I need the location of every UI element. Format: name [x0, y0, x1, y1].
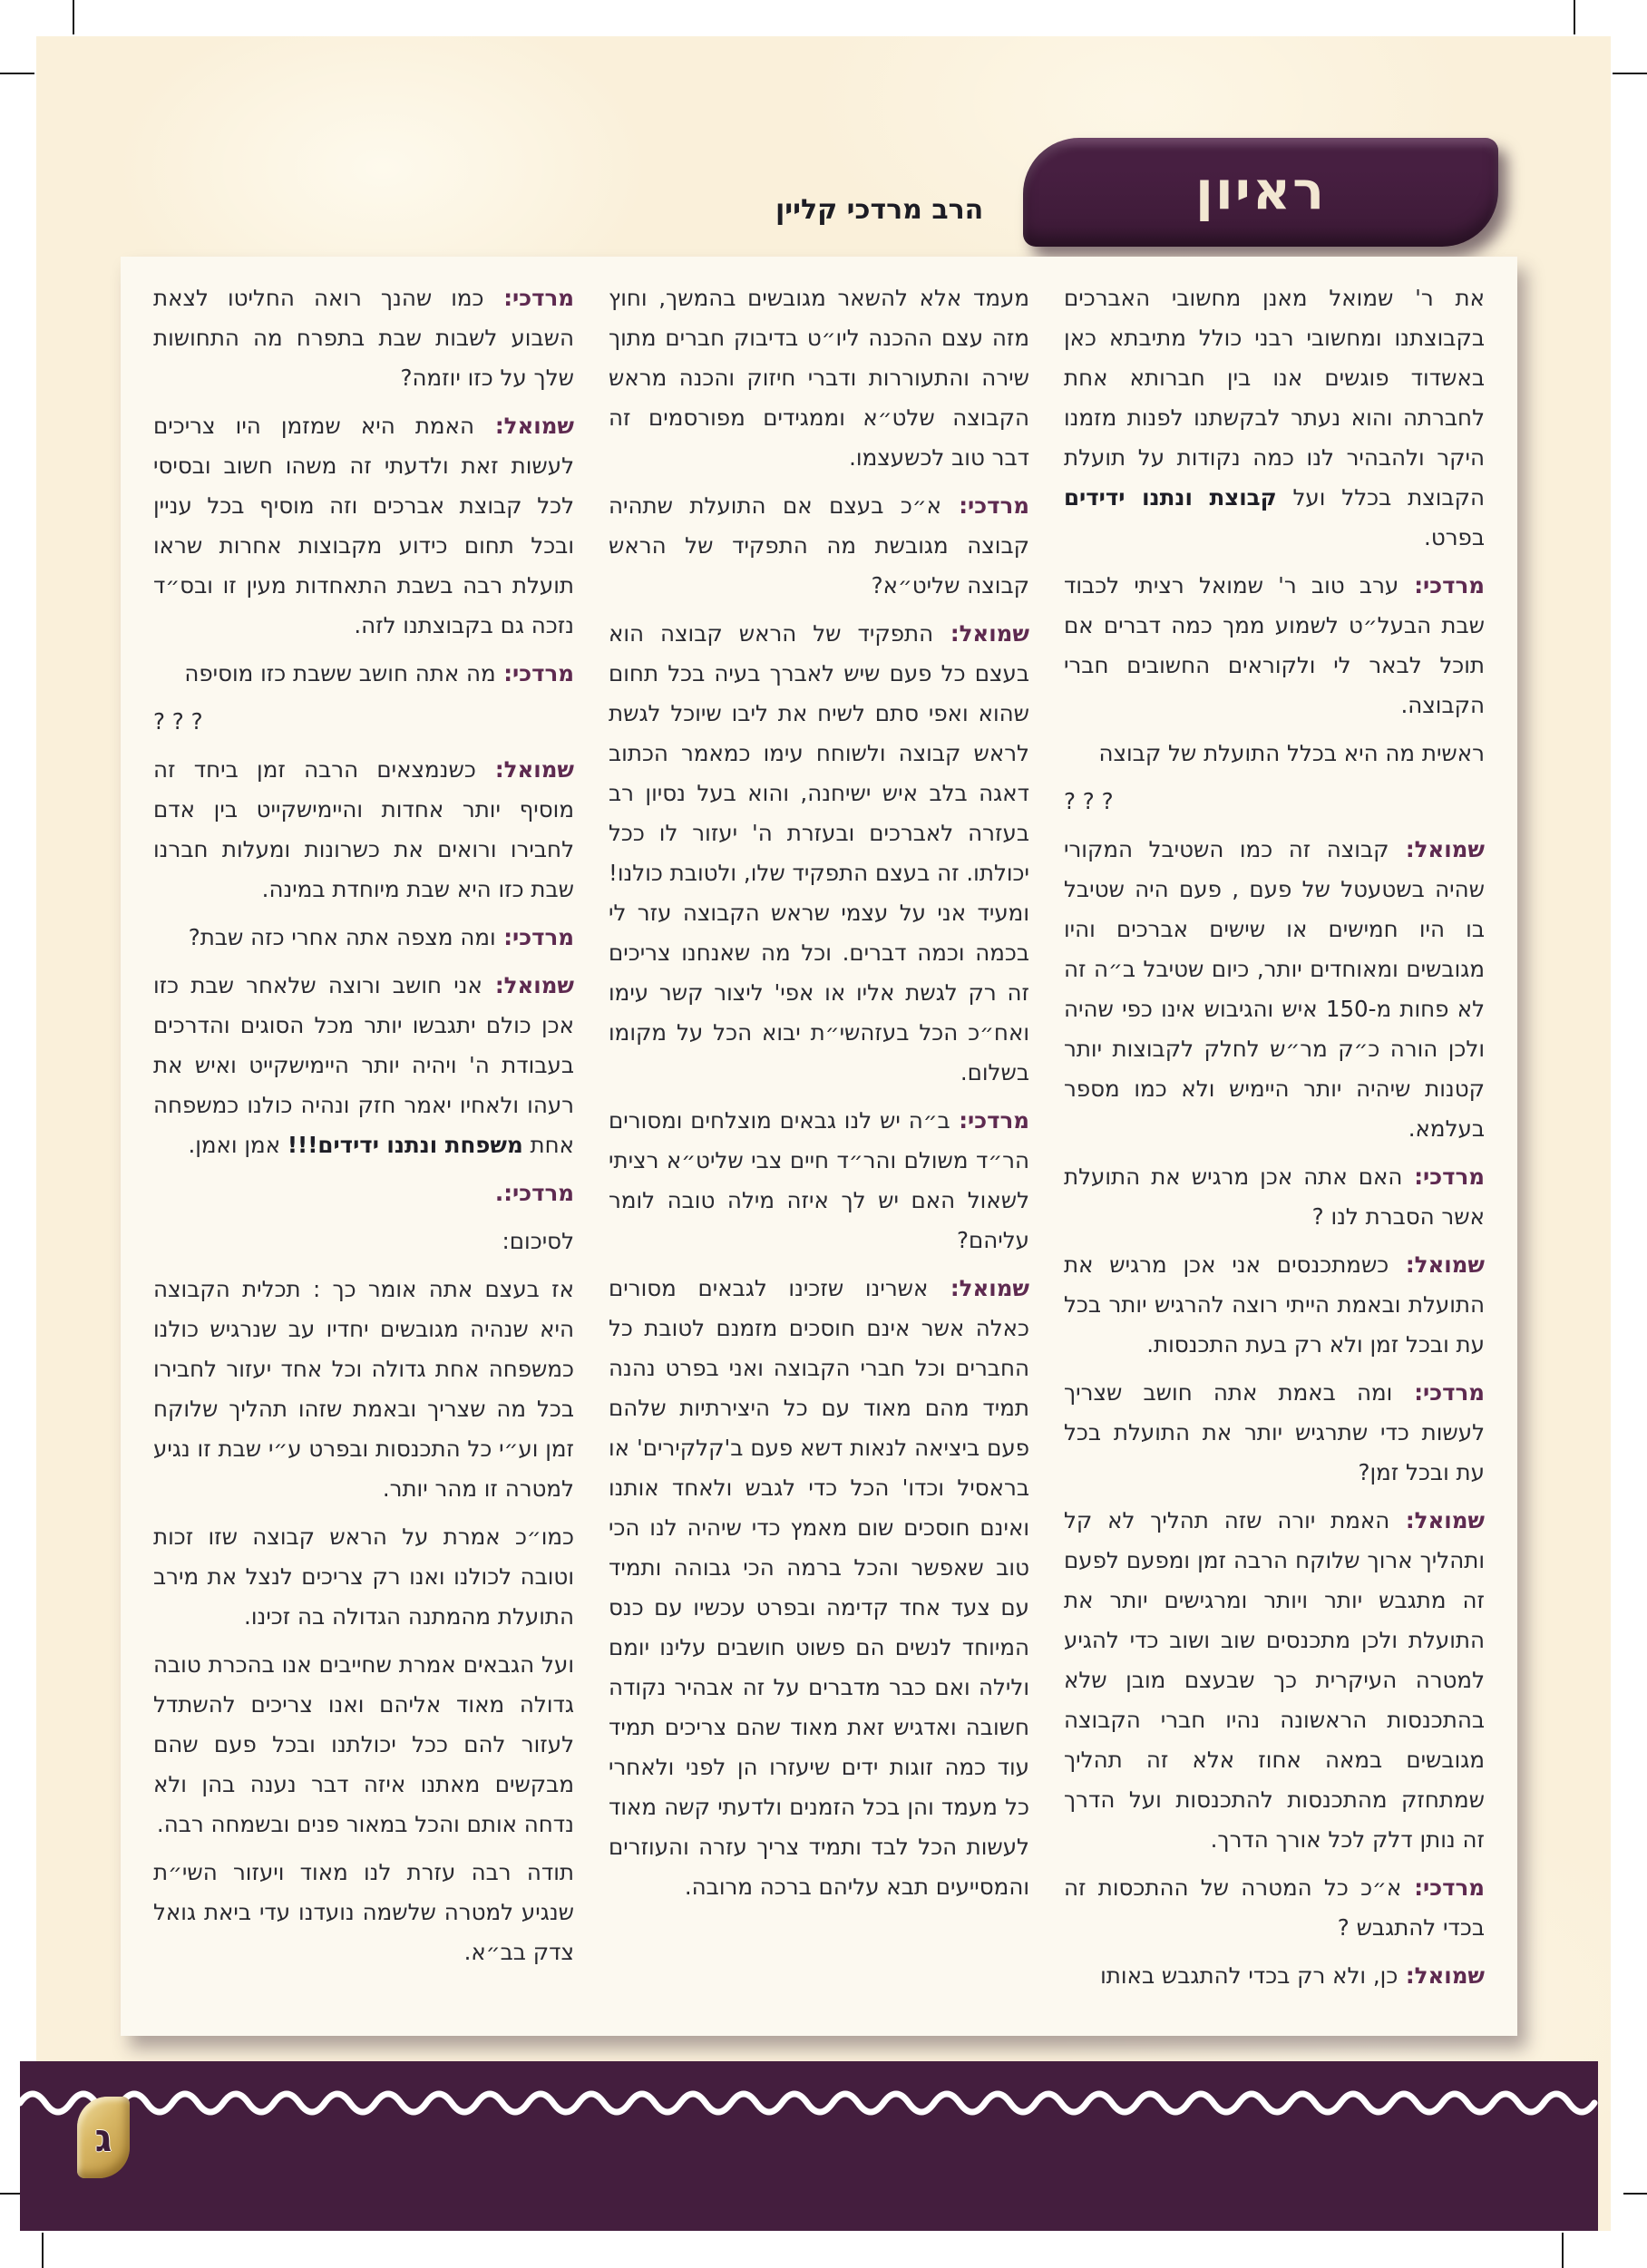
trim-mark-top-right-h [1613, 73, 1647, 74]
speaker-label: מרדכי: [1398, 572, 1485, 599]
body-text: התפקיד של הראש קבוצה הוא בעצם כל פעם שיש לאברך בעיה בכל תחום שהוא ואפי סתם לשיח את ליבו שיוכל לגשת לראש קבוצה ולשוחח עימו כמאמר הכתוב דאגה בלב איש ישיחנה, והוא בעל נסיון רב בעזרה לאברכים ובעזרת ה' יעזור לו ככל יכולתו. זה בעצם התפקיד שלו, ולטובת כולנו! ומעיד אני על עצמי שראש הקבוצה עזר לי בכמה וכמה דברים. וכל מה שאנחנו צריכים זה רק לגשת אליו או אפי' ליצור קשר עימו ואח״כ הכל בעזהשי״ת יבוא הכל על מקומו בשלום. [609, 620, 1029, 1085]
body-text: כן, ולא רק בכדי להתגבש באותו [1100, 1962, 1398, 1989]
body-text: ? ? ? [153, 708, 203, 735]
paragraph [153, 1517, 574, 1637]
body-text: מה אתה חושב ששבת כזו מוסיפה [184, 660, 496, 686]
body-text: ומה באמת אתה חושב שצריך לעשות כדי שתרגיש יותר את התועלת בכל עת ובכל זמן? [1064, 1379, 1485, 1485]
body-text: האם אתה אכן מרגיש את התועלת אשר הסברת לנו ? [1064, 1163, 1485, 1230]
speaker-label: מרדכי: [495, 660, 574, 686]
body-text: א״כ בעצם אם התועלת שתהיה קבוצה מגובשת מה התפקיד של הראש קבוצה שליט״א? [609, 492, 1029, 599]
paragraph [1064, 1501, 1485, 1860]
body-text: אמן ואמן. [188, 1132, 287, 1158]
trim-mark-bottom-right-v [1562, 2233, 1564, 2268]
emphasized-text: משפחת ונתנו ידידים!!! [287, 1132, 523, 1158]
speaker-label: מרדכי: [941, 492, 1029, 519]
body-text: כשמתכנסים אני אכן מרגיש את התועלת ובאמת הייתי רוצה להרגיש יותר בכל עת ובכל זמן ולא רק בעת התכנסות. [1064, 1251, 1485, 1358]
body-text: קבוצה זה כמו השטיבל המקורי שהיה בשטעטל של פעם , פעם היה שטיבל בו היו חמישים או שישים אברכים והיו מגובשים ומאוחדים יותר, כיום שטיבל ב״ה זה לא פחות מ-150 איש והגיבוש אינו כפי שהיה ולכן הורה כ״ק מר״ש לחלק לקבוצות יותר קטנות שיהיה יותר היימיש ולא כמו מספר בעלמא. [1064, 836, 1485, 1142]
paragraph [153, 278, 574, 398]
body-text: אני חושב ורוצה שלאחר שבת כזו אכן כולם יתגבשו יותר מכל הסוגים והדרכים בעבודת ה' ויהיה יותר היימישקייט ואיש את רעהו ולאחיו יאמר חזק ונהיה כולנו כמשפחה אחת [153, 972, 574, 1158]
text-column-left [153, 278, 574, 2004]
paragraph [153, 1222, 574, 1261]
paragraph [609, 1269, 1029, 1907]
paragraph [153, 654, 574, 694]
body-text: ראשית מה היא בכלל התועלת של קבוצה [1098, 740, 1485, 766]
speaker-label: מרדכי: [483, 285, 574, 311]
paragraph [1064, 782, 1485, 822]
trim-mark-top-right-v [1574, 0, 1575, 34]
paragraph [153, 1645, 574, 1845]
trim-mark-bottom-right-h [1623, 2193, 1647, 2195]
section-title: ראיון [1194, 160, 1327, 221]
paragraph [153, 1270, 574, 1509]
article-panel [121, 257, 1517, 2036]
body-text: אשרינו שזכינו לגבאים מסורים כאלה אשר אינם חוסכים מזמנם לטובת כל החברים וכל חברי הקבוצה ואני בפרט נהנה תמיד מהם מאוד עם כל היצירתיות שלהם פעם ביציאה לנאות דשא פעם ב'קלקירים' או בראסיל וכדו' הכל כדי לגבש ולאחד אותנו ואינם חוסכים שום מאמץ כדי שיהיה לנו הכי טוב שאפשר והכל ברמה הכי גבוהה ותמיד עם צעד אחד קדימה ובפרט עכשיו עם כנס המיוחד לנשים הם פשוט חושבים עלינו יומם ולילה ואם כבר מדברים על זה אבהיר נקודה חשובה ואדגיש זאת מאוד שהם צריכים תמיד עוד כמה זוגות ידים שיעזרו הן לפני ולאחרי כל מעמד והן בכל הזמנים ולדעתי קשה מאוד לעשות הכל לבד ותמיד צריך עזרה והעוזרים והמסייעים תבא עליהם ברכה מרובה. [609, 1275, 1029, 1900]
speaker-label: מרדכי:. [494, 1180, 574, 1206]
trim-mark-top-left-v [73, 0, 74, 34]
paragraph [1064, 1868, 1485, 1948]
paragraph [609, 1101, 1029, 1261]
paragraph [1064, 734, 1485, 774]
text-column-middle [609, 278, 1029, 2004]
speaker-label: מרדכי: [950, 1107, 1029, 1134]
body-text: בפרט. [1424, 524, 1485, 550]
body-text: ערב טוב ר' שמואל רציתי לכבוד שבת הבעל״ט לשמוע ממך כמה דברים אם תוכל לבאר לי ולקוראים החשובים חברי הקבוצה. [1064, 572, 1485, 718]
paragraph [609, 614, 1029, 1093]
interviewee-name: הרב מרדכי קליין [775, 194, 984, 226]
speaker-label: מרדכי: [495, 924, 574, 950]
speaker-label: שמואל: [933, 620, 1029, 647]
paragraph [1064, 278, 1485, 558]
speaker-label: שמואל: [1398, 1962, 1485, 1989]
paragraph [1064, 1373, 1485, 1493]
paragraph [153, 1853, 574, 1972]
speaker-label: שמואל: [1389, 1251, 1485, 1278]
body-text: מעמד אלא להשאר מגובשים בהמשך, וחוץ מזה עצם ההכנה ליו״ט בדיבוק חברים מתוך שירה והתעוררות ודברי חיזוק והכנה מראש הקבוצה שלט״א וממגידים מפורסמים זה דבר טוב לכשעצמו. [609, 285, 1029, 471]
paragraph [609, 486, 1029, 606]
wavy-divider-icon [20, 2072, 1598, 2130]
magazine-page [36, 36, 1611, 2231]
body-text: כמו״כ אמרת על הראש קבוצה שזו זכות וטובה לכולנו ואנו רק צריכים לנצל את מירב התועלת מהמתנה הגדולה בה זכינו. [153, 1523, 574, 1630]
paragraph [153, 918, 574, 958]
footer-band [20, 2061, 1598, 2231]
body-text: א״כ כל המטרה של ההתכסות זה בכדי להתגבש ? [1064, 1874, 1485, 1941]
paragraph [1064, 566, 1485, 725]
paragraph [153, 406, 574, 646]
paragraph [1064, 1245, 1485, 1365]
speaker-label: שמואל: [482, 972, 574, 998]
article-columns [121, 257, 1517, 2004]
speaker-label: שמואל: [928, 1275, 1029, 1301]
body-text: כמו שהנך רואה החליטו לצאת השבוע לשבות שבת בתפרח מה התחושות שלך על כזו יוזמה? [153, 285, 574, 391]
speaker-label: שמואל: [475, 756, 574, 783]
body-text: ומה מצפה אתה אחרי כזה שבת? [188, 924, 496, 950]
body-text: את ר' שמואל מאנן מחשובי האברכים בקבוצתנו ומחשובי רבני כולל מתיבתא כאן באשדוד פוגשים אנו בין חברותא אחת לחברתה והוא נעתר לבקשתנו לפנות מזמנו היקר ולהבהיר לנו כמה נקודות על תועלת הקבוצת בכלל ועל [1064, 285, 1485, 511]
body-text: ? ? ? [1064, 788, 1114, 814]
body-text: אז בעצם אתה אומר כך : תכלית הקבוצה היא שנהיה מגובשים יחדיו עב שנרגיש כולנו כמשפחה אחת גדולה וכל אחד יעזור לחבירו בכל מה שצריך ובאמת שזהו תהליך שלוקח זמן וע״י כל התכנסות ובפרט ע״י שבת זו נגיע למטרה זו מהר יותר. [153, 1276, 574, 1502]
paragraph [153, 750, 574, 910]
emphasized-text: קבוצת ונתנו ידידים [1064, 484, 1277, 511]
trim-mark-top-left-h [0, 73, 34, 74]
speaker-label: מרדכי: [1402, 1163, 1485, 1190]
speaker-label: שמואל: [1389, 836, 1485, 862]
body-text: כשנמצאים הרבה זמן ביחד זה מוסיף יותר אחדות והיימישקייט בין אדם לחבירו ורואים את כשרונות ומעלות חברנו שבת כזו היא שבת מיוחדת במינה. [153, 756, 574, 902]
paragraph [1064, 1157, 1485, 1237]
paragraph [153, 702, 574, 742]
speaker-label: מרדכי: [1392, 1379, 1485, 1406]
trim-mark-bottom-left-v [42, 2233, 44, 2268]
page-number-leaf [77, 2097, 130, 2178]
paragraph [153, 1173, 574, 1213]
paragraph [1064, 830, 1485, 1149]
body-text: ועל הגבאים אמרת שחייבים אנו בהכרת טובה גדולה מאוד אליהם ואנו צריכים להשתדל לעזור להם ככל יכולתנו ובכל פעם שהם מבקשים מאתנו איזה דבר נענה בהן ולא נדחה אותם והכל במאור פנים ובשמחה רבה. [153, 1651, 574, 1837]
body-text: תודה רבה עזרת לנו מאוד ויעזור השי״ת שנגיע למטרה שלשמה נועדנו עדי ביאת גואל צדק בב״א. [153, 1859, 574, 1965]
body-text: ב״ה יש לנו גבאים מוצלחים ומסורים הר״ד משולם והר״ד חיים צבי שליט״א רציתי לשאול האם יש לך איזה מילה טובה לומר עליהם? [609, 1107, 1029, 1253]
text-column-right [1064, 278, 1485, 2004]
body-text: לסיכום: [502, 1228, 574, 1254]
speaker-label: שמואל: [1389, 1507, 1486, 1533]
speaker-label: מרדכי: [1401, 1874, 1485, 1901]
section-badge [1023, 138, 1498, 247]
body-text: האמת היא שמזמן היו צריכים לעשות זאת ולדעתי זה משהו חשוב ובסיסי לכל קבוצת אברכים וזה מוסיף בכל עניין ובכל תחום כידוע מקבוצות אחרות שראו תועלת רבה בשבת התאחדות מעין זו ובס״ד נזכה גם בקבוצתנו לזה. [153, 413, 574, 638]
paragraph [153, 966, 574, 1165]
speaker-label: שמואל: [473, 413, 575, 439]
paragraph [1064, 1956, 1485, 1996]
body-text: האמת יורה שזה תהליך לא קל ותהליך ארוך שלוקח הרבה זמן ומפעם לפעם זה מתגבש יותר ויותר ומרגישים יותר את התועלת ולכן מתכנסים שוב ושוב כדי להגיע למטרה העיקרית כך שבעצם מובן שלא בהתכנסות הראשונה נהיו חברי הקבוצה מגובשים במאה אחוז אלא זה תהליך שמתחזק מהתכנסות להתכנסות ועל הדרך זה נותן דלק לכל אורך הדרך. [1064, 1507, 1485, 1853]
page-number: ג [94, 2115, 112, 2160]
paragraph [609, 278, 1029, 478]
